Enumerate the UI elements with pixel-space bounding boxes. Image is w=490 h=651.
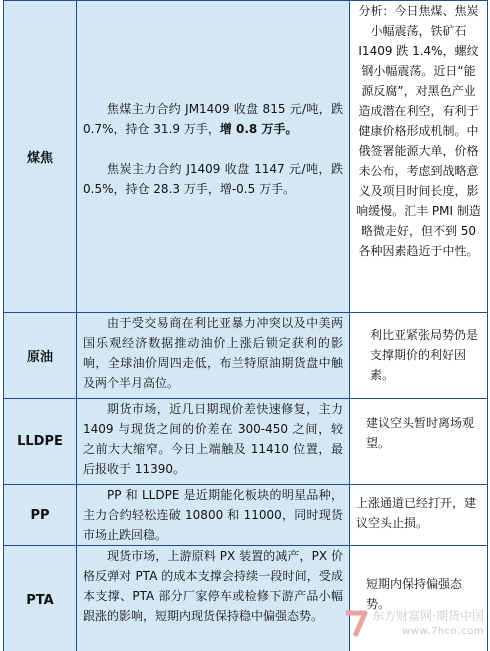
- view-lldpe: 建议空头暂时离场观望。: [350, 399, 488, 485]
- view-coal-coke: 分析：今日焦煤、焦炭小幅震荡，铁矿石I1409 跌 1.4%，螺纹钢小幅震荡。近日“能源反腐”，对黑色产业造成潜在利空，有利于健康价格形成机制。中俄签署能源大单，价格未公布，考虑到战略意义及项目时间长度，影响缓慢。汇丰 PMI 制造略微走好，但不到 50 各种因素趋近于中性。: [350, 1, 488, 313]
- table-row-coal-coke: [4, 1, 488, 313]
- table-row-lldpe: [4, 399, 488, 485]
- table-row-pp: [4, 485, 488, 546]
- view-pp: 上涨通道已经打开，建议空头止损。: [350, 485, 488, 546]
- table-row-crude-oil: [4, 313, 488, 399]
- detail-coal-coke-p2: 焦炭主力合约 J1409 收盘 1147 元/吨，跌 0.5%，持仓 28.3 万手，增-0.5 万手。: [83, 162, 343, 196]
- row-name-pp: PP: [4, 485, 77, 546]
- detail-pta: 现货市场，上游原料 PX 装置的减产，PX 价格反弹对 PTA 的成本支撑会持续一段时间，受成本支撑、PTA 部分厂家停车或检修下游产品小幅跟涨的影响，短期内现货保持稳中偏强态势。: [77, 546, 350, 651]
- table-row-pta: [4, 546, 488, 651]
- detail-crude-oil: 由于受交易商在利比亚暴力冲突以及中美两国乐观经济数据推动油价上涨后锁定获利的影响，全球油价周四走低，布兰特原油期货盘中触及两个半月高位。: [77, 313, 350, 399]
- detail-pp: PP 和 LLDPE 是近期能化板块的明星品种，主力合约轻松连破 10800 和 11000，同时现货市场止跌回稳。: [77, 485, 350, 546]
- row-name-crude-oil: 原油: [4, 313, 77, 399]
- detail-lldpe: 期货市场，近几日期现价差快速修复，主力 1409 与现货之间的价差在 300-450 之间，较之前大大缩窄。今日上端触及 11410 位置，最后报收于 11390。: [77, 399, 350, 485]
- row-name-pta: PTA: [4, 546, 77, 651]
- market-analysis-table: [3, 0, 488, 651]
- view-crude-oil: 利比亚紧张局势仍是支撑期价的利好因素。: [350, 313, 488, 399]
- detail-coal-coke-p1-bold: 增 0.8 万手。: [219, 122, 298, 136]
- row-name-lldpe: LLDPE: [4, 399, 77, 485]
- watermark-site-name: 东方财富网·期货中国: [372, 609, 484, 623]
- detail-coal-coke: [77, 1, 350, 313]
- row-name-coal-coke: 煤焦: [4, 1, 77, 313]
- view-pta: 短期内保持偏强态势。: [350, 546, 488, 651]
- watermark-url: www.7hcn.com: [402, 626, 484, 637]
- detail-coal-coke-p1-text: 焦煤主力合约 JM1409 收盘 815 元/吨，跌 0.7%，持仓 31.9 万手，: [83, 102, 343, 136]
- detail-coal-coke-p1: [83, 99, 343, 139]
